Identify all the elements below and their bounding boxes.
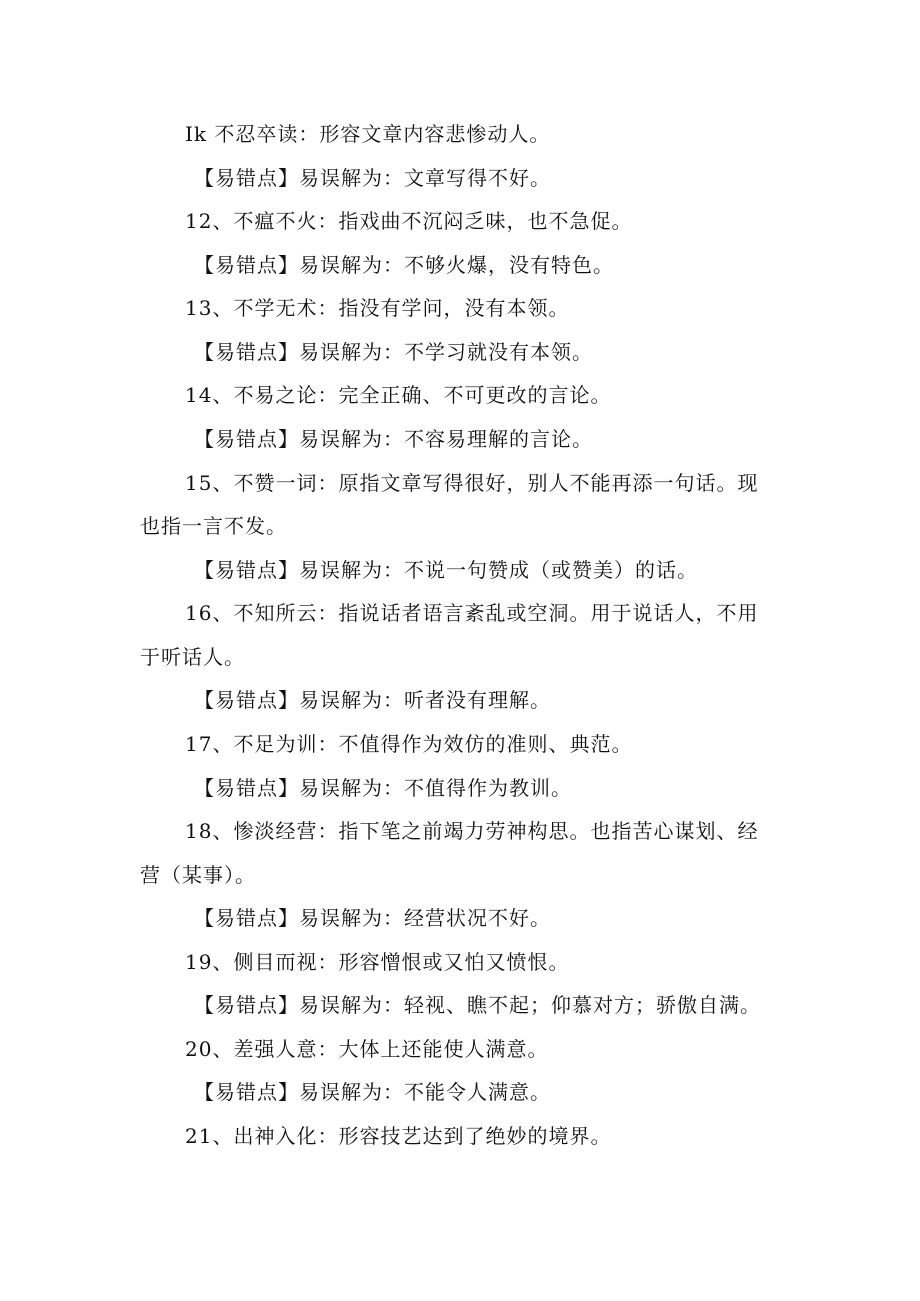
entry-18-error-note: 【易错点】易误解为：经营状况不好。 [194,906,551,930]
entry-20-error-note: 【易错点】易误解为：不能令人满意。 [194,1080,551,1104]
entry-13-definition: 13、不学无术：指没有学问，没有本领。 [185,296,570,320]
entry-16-definition-continued: 于听话人。 [140,645,245,669]
entry-12-definition: 12、不瘟不火：指戏曲不沉闷乏味，也不急促。 [185,209,633,233]
entry-15-error-note: 【易错点】易误解为：不说一句赞成（或赞美）的话。 [194,558,698,582]
entry-11-error-note: 【易错点】易误解为：文章写得不好。 [194,166,551,190]
entry-16-error-note: 【易错点】易误解为：听者没有理解。 [194,688,551,712]
entry-15-definition: 15、不赞一词：原指文章写得很好，别人不能再添一句话。现 [185,471,759,495]
entry-21-definition: 21、出神入化：形容技艺达到了绝妙的境界。 [185,1124,612,1148]
entry-11-definition: Ik 不忍卒读：形容文章内容悲惨动人。 [185,122,551,146]
entry-18-definition-continued: 营（某事）。 [140,863,256,887]
entry-14-error-note: 【易错点】易误解为：不容易理解的言论。 [194,427,593,451]
entry-12-error-note: 【易错点】易误解为：不够火爆，没有特色。 [194,253,614,277]
entry-13-error-note: 【易错点】易误解为：不学习就没有本领。 [194,340,593,364]
entry-16-definition: 16、不知所云：指说话者语言紊乱或空洞。用于说话人，不用 [185,601,759,625]
entry-14-definition: 14、不易之论：完全正确、不可更改的言论。 [185,383,612,407]
entry-17-error-note: 【易错点】易误解为：不值得作为教训。 [194,776,572,800]
entry-19-error-note: 【易错点】易误解为：轻视、瞧不起；仰慕对方；骄傲自满。 [194,993,761,1017]
entry-15-definition-continued: 也指一言不发。 [140,514,287,538]
entry-17-definition: 17、不足为训：不值得作为效仿的准则、典范。 [185,732,633,756]
entry-18-definition: 18、惨淡经营：指下笔之前竭力劳神构思。也指苦心谋划、经 [185,819,759,843]
entry-19-definition: 19、侧目而视：形容憎恨或又怕又愤恨。 [185,950,570,974]
entry-20-definition: 20、差强人意：大体上还能使人满意。 [185,1037,549,1061]
